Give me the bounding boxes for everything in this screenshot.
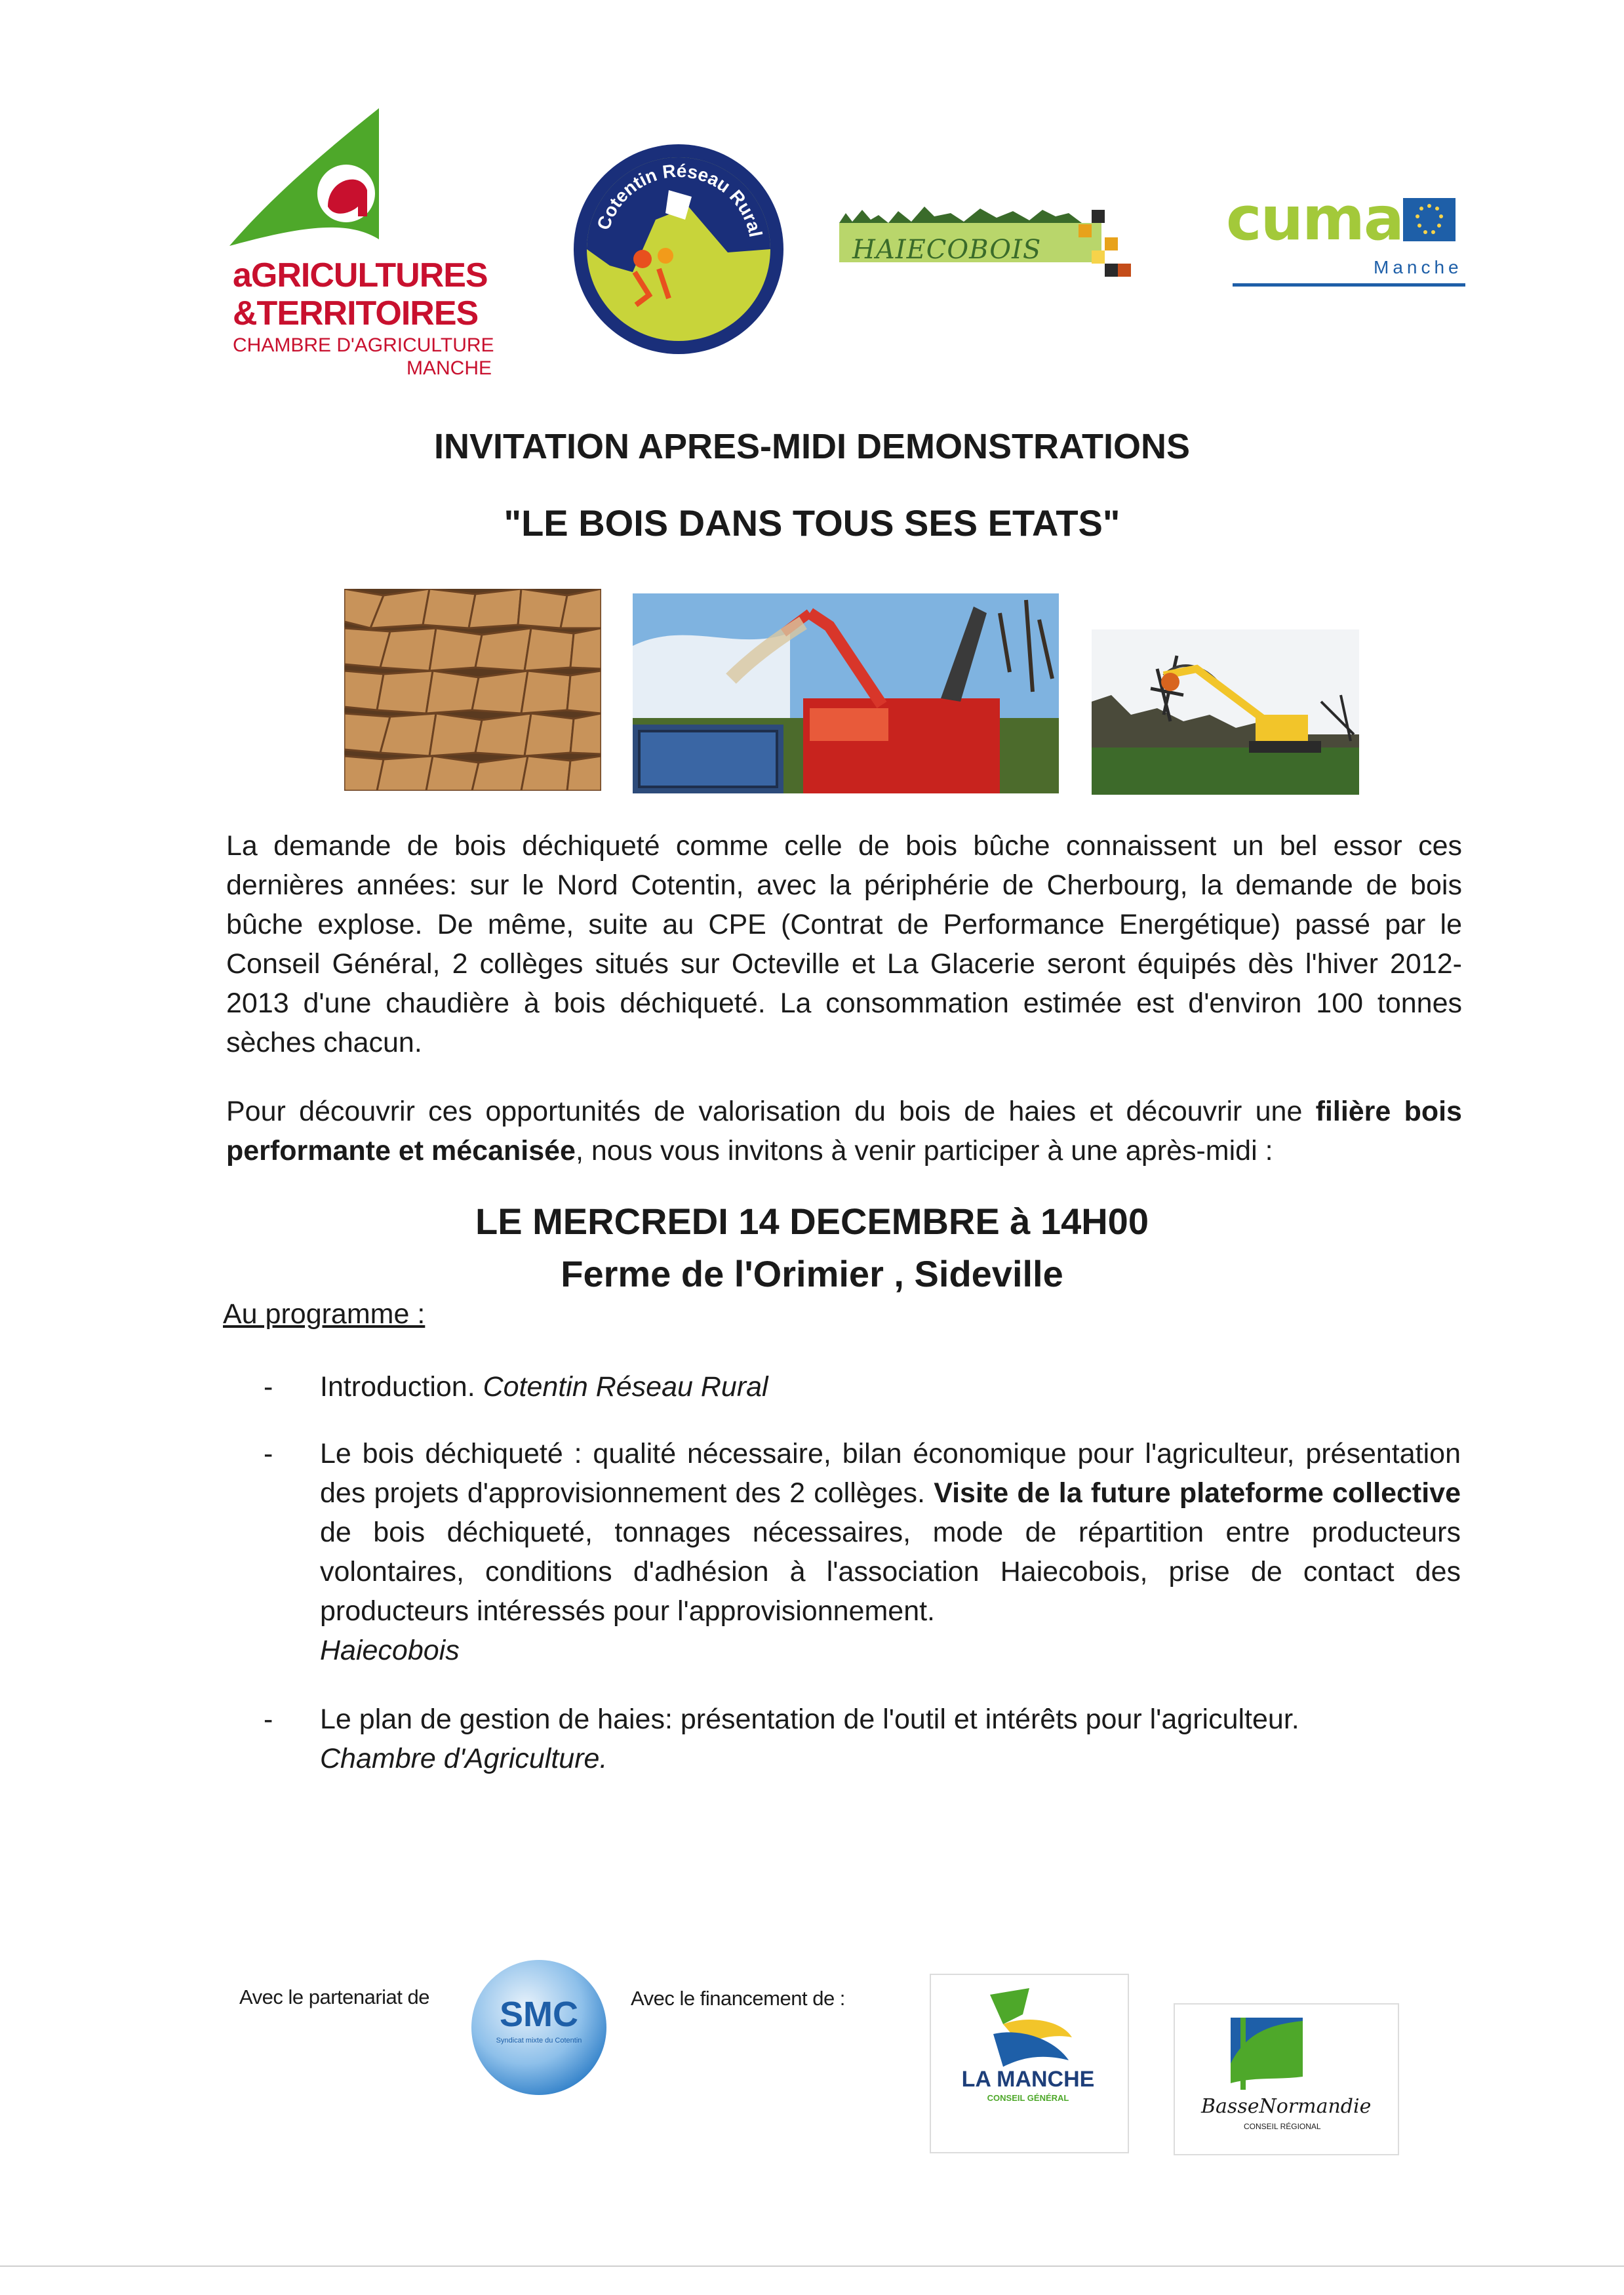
list-dash: - [264, 1704, 273, 1735]
agricultures-line3: CHAMBRE D'AGRICULTURE [233, 334, 494, 356]
la-manche-logo [930, 1974, 1129, 2153]
crr-logo-text: Cotentin Réseau Rural [593, 160, 766, 239]
program-item-organizer: Cotentin Réseau Rural [483, 1371, 768, 1403]
cuma-underline [1233, 283, 1465, 287]
list-dash: - [264, 1438, 273, 1469]
agricultures-line2: &TERRITOIRES [233, 294, 479, 332]
agricultures-line1: aGRICULTURES [233, 256, 488, 294]
intro-paragraph: La demande de bois déchiqueté comme celle de bois bûche connaissent un bel essor ces dernières années: sur le Nord Cotentin, avec la périphérie de Cherbourg, la demande de bois bûche explose. De même, suite au CPE (Contrat de Performance Energétique) passé par le Conseil Général, 2 collèges situés sur Octeville et La Glacerie seront équipés dès l'hiver 2012-2013 d'une chaudière à bois déchiqueté. La consommation estimée est d'environ 100 tonnes sèches chacun. [226, 830, 1462, 1058]
invitation-title: INVITATION APRES-MIDI DEMONSTRATIONS [434, 427, 1190, 466]
agricultures-leaf-icon [229, 108, 380, 256]
haiecobois-logo [839, 197, 1141, 289]
haiecobois-logo-text: HAIECOBOIS [852, 235, 1042, 265]
event-date: LE MERCREDI 14 DECEMBRE à 14H00 [475, 1201, 1149, 1242]
agricultures-line4: MANCHE [406, 357, 492, 379]
cuma-manche-logo [1226, 184, 1475, 295]
program-item-text: Le plan de gestion de haies: présentation de l'outil et intérêts pour l'agriculteur. [320, 1704, 1299, 1735]
program-item-highlight: Visite de la future plateforme collective [934, 1477, 1461, 1509]
cuma-logo-sub: Manche [1374, 257, 1463, 277]
bottom-divider [0, 2265, 1624, 2267]
basse-normandie-logo-sub: CONSEIL RÉGIONAL [1244, 2122, 1321, 2131]
program-item-text: Le bois déchiqueté : qualité nécessaire, bilan économique pour l'agriculteur, présentation des projets d'approvisionnement des 2 collèges. [320, 1438, 1461, 1509]
program-item-text-continued: de bois déchiqueté, tonnages nécessaires, mode de répartition entre producteurs volontaires, conditions d'adhésion à l'association Haiecobois, prise de contact des producteurs intéressés pour l'approvisionnement. [320, 1517, 1461, 1627]
program-item-organizer: Haiecobois [320, 1635, 460, 1666]
event-location: Ferme de l'Orimier , Sideville [561, 1253, 1063, 1294]
smc-logo-text: SMC [500, 1995, 578, 2034]
cuma-logo-word: cuma [1226, 184, 1403, 254]
invitation-paragraph-start: Pour découvrir ces opportunités de valorisation du bois de haies et découvrir une [226, 1096, 1316, 1127]
la-manche-logo-text: LA MANCHE [961, 2067, 1095, 2092]
basse-normandie-logo [1174, 2003, 1399, 2155]
event-theme-title: "LE BOIS DANS TOUS SES ETATS" [504, 502, 1120, 544]
cotentin-reseau-rural-logo [570, 141, 787, 357]
excavator-pruning-photo [1092, 629, 1359, 795]
smc-logo [469, 1957, 610, 2098]
list-dash: - [264, 1371, 273, 1403]
eu-flag-icon [1403, 198, 1456, 241]
firewood-stack-photo [344, 589, 601, 791]
la-manche-logo-sub: CONSEIL GÉNÉRAL [987, 2093, 1069, 2103]
invitation-paragraph-highlight: filière bois performante et mécanisée [226, 1096, 1462, 1167]
invitation-paragraph-end: , nous vous invitons à venir participer à une après-midi : [575, 1135, 1273, 1167]
invitation-paragraph [226, 1092, 1462, 1170]
partner-label: Avec le partenariat de [239, 1986, 430, 2008]
program-item-text: Introduction. [320, 1371, 483, 1403]
smc-logo-sub: Syndicat mixte du Cotentin [496, 2037, 582, 2045]
program-heading: Au programme : [223, 1298, 426, 1330]
basse-normandie-logo-text: BasseNormandie [1201, 2095, 1372, 2118]
agricultures-territoires-logo [229, 108, 494, 384]
program-item-organizer: Chambre d'Agriculture. [320, 1743, 608, 1774]
wood-chipper-photo [633, 593, 1059, 793]
financing-label: Avec le financement de : [631, 1987, 845, 2010]
